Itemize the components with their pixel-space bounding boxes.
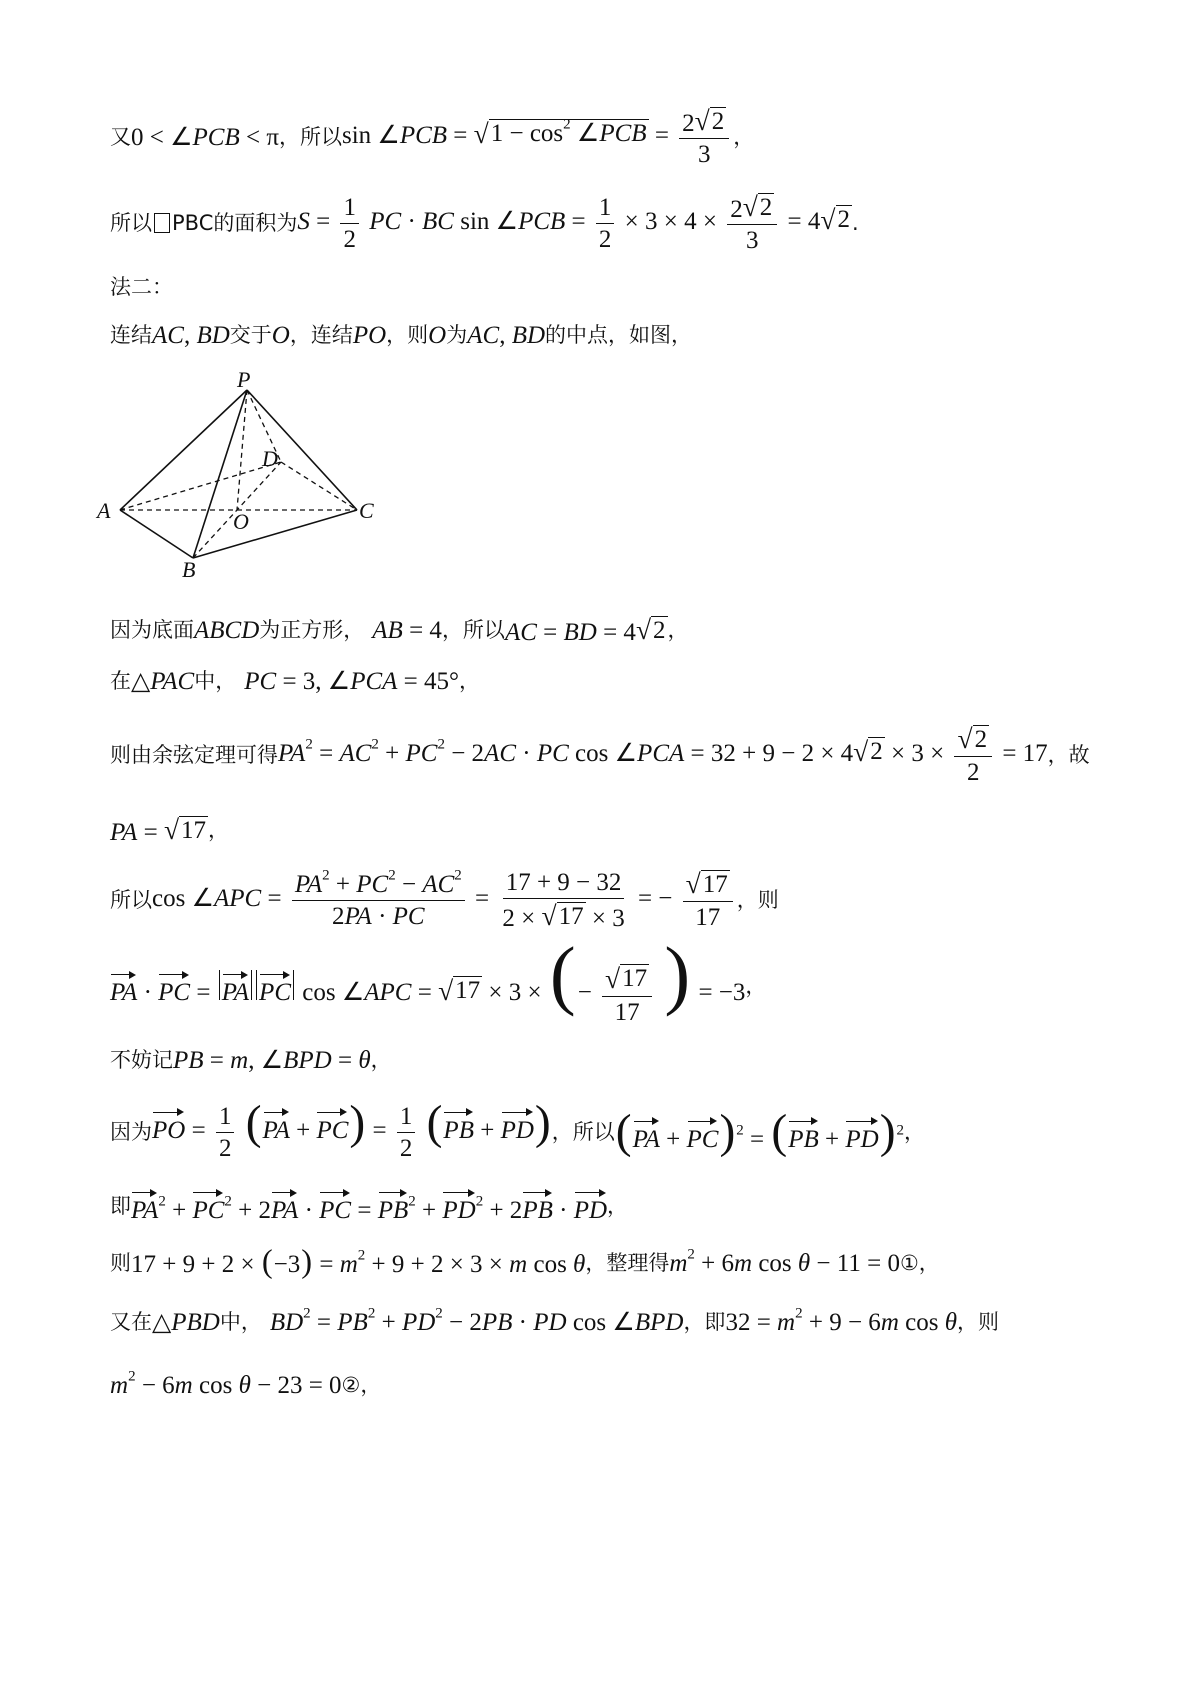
line-16: [110, 1366, 381, 1404]
line-8: [110, 812, 229, 848]
text-segment: ，: [208, 817, 230, 842]
math-segment: AC, BD: [152, 321, 230, 349]
method-two-heading: 法二：: [110, 274, 173, 299]
label-b: B: [182, 557, 196, 582]
text-segment: ，所以: [278, 124, 342, 149]
math-segment: PB = m, ∠BPD = θ: [173, 1046, 371, 1074]
math-vector-po: PO = $\frac{1}{2}$ (PA + PC) = $\frac{1}{2}$ (PB + PD): [152, 1096, 551, 1162]
line-11: [110, 1042, 392, 1078]
math-segment: AC, BD: [467, 321, 546, 349]
line-12: [110, 1096, 926, 1162]
label-d: D: [262, 446, 278, 471]
text-segment: 交于: [229, 322, 272, 347]
text-segment: ，: [904, 1119, 926, 1144]
math-law-of-cosines: $PA^2 = AC^2 + PC^2 - 2AC$ · PC cos ∠PCA = 32 + 9 − 2 × 4 √ 2 × 3 × √ 2 2 = 17: [278, 723, 1048, 787]
text-segment: ，所以: [441, 617, 505, 642]
line-4: [110, 317, 692, 353]
label-a: A: [97, 498, 111, 523]
math-segment: O: [271, 321, 290, 349]
text-segment: 所以: [110, 887, 152, 912]
text-segment: 又在: [110, 1309, 152, 1334]
text-segment: ，: [733, 124, 755, 149]
label-o: O: [233, 509, 249, 534]
text-segment: 所以: [110, 210, 152, 235]
text-segment: 连结: [110, 322, 152, 347]
pyramid-figure: [95, 365, 415, 590]
text-segment: 中，: [219, 1309, 262, 1334]
text-segment: 不妨记: [110, 1047, 173, 1072]
line-6: [110, 663, 480, 699]
math-cos-apc: cos ∠APC = $\frac{PA^2 + PC^2 - AC^2}{2PA \cdot PC}$ = 17 + 9 − 32 2 × √ 17 × 3 = − √ 17 17: [152, 870, 737, 931]
equation-mark-2: ②: [341, 1372, 361, 1397]
math-dot-pa-pc: PA · PC = PA PC cos ∠APC = √ 17 × 3 × (− √ 17 17 ) = −3: [110, 931, 746, 1026]
text-segment: ，则: [736, 887, 779, 912]
math-expanded: $PA^2 + PC^2 + 2PA$ · PC = $PB^2 + PD^2 + 2PB$ · PD: [131, 1189, 607, 1223]
math-segment: PO: [352, 321, 387, 349]
line-13: [110, 1186, 628, 1226]
text-segment: 中，: [194, 668, 237, 693]
text-segment: 则由余弦定理可得: [110, 742, 278, 767]
line-9: [110, 868, 779, 932]
line-1: [110, 105, 755, 169]
math-segment: $BD^2 = PB^2 + PD^2 - 2PB$ · PD cos ∠BPD: [269, 1304, 684, 1336]
text-segment: 的中点，如图，: [545, 322, 693, 347]
text-segment: ，: [745, 973, 767, 998]
text-segment: 为: [446, 322, 468, 347]
text-segment: 因为: [110, 1119, 152, 1144]
line-15: [110, 1303, 999, 1341]
equation-mark-1: ①: [899, 1250, 919, 1275]
text-segment: 为正方形，: [259, 617, 365, 642]
line-7: [110, 725, 1090, 785]
math-vector-square: (PA + PC)$^2$ = (PB + PD)$^2$: [615, 1105, 905, 1158]
text-segment: ，所以: [551, 1119, 615, 1144]
text-segment: PBC: [172, 210, 214, 235]
math-segment: PC = 3, ∠PCA = 45°: [244, 667, 460, 695]
text-segment: 则: [110, 1250, 131, 1275]
text-segment: 即: [110, 1193, 131, 1218]
math-segment: $m^2 - 6m$ cos θ − 23 = 0: [110, 1367, 342, 1399]
text-segment: 的面积为: [213, 210, 298, 235]
math-area-pbc: S = $\frac{1}{2}$ PC · BC sin ∠PCB = $\frac{1}{2}$ × 3 × 4 × 2 √ 2 3 = 4 √ 2: [297, 191, 850, 255]
text-segment: ，: [360, 1372, 382, 1397]
math-range: 0 < ∠PCB < π: [131, 123, 279, 151]
edge-ab: [120, 510, 193, 558]
line-14: [110, 1244, 940, 1282]
math-segment: ABCD: [194, 616, 260, 644]
math-segment: △PAC: [131, 667, 195, 695]
math-segment: AB = 4: [372, 616, 442, 644]
math-segment: △PBD: [152, 1308, 220, 1336]
edge-bc: [193, 510, 357, 558]
text-segment: 又: [110, 124, 131, 149]
math-sin-pcb: sin ∠PCB = √ $1 - \cos^2$ ∠PCB = 2 √ 2 3: [342, 107, 733, 168]
text-segment: ，整理得: [585, 1250, 670, 1275]
text-segment: ，连结: [289, 322, 353, 347]
text-segment: ，: [667, 617, 689, 642]
line-5: [110, 610, 689, 650]
text-segment: ，则: [386, 322, 429, 347]
math-segment: $m^2 + 6m$ cos θ − 11 = 0: [669, 1245, 900, 1277]
label-p: P: [237, 367, 251, 392]
text-segment: ，则: [956, 1309, 999, 1334]
text-segment: .: [852, 210, 859, 235]
text-segment: ，: [607, 1193, 629, 1218]
math-segment: PA = √ 17: [110, 814, 207, 846]
missing-glyph-box: [154, 213, 170, 233]
text-segment: ，: [459, 668, 481, 693]
math-segment: AC = BD = 4 √ 2: [504, 614, 666, 646]
line-2: [110, 193, 859, 253]
math-segment: $32 = m^2 + 9 - 6m$ cos θ: [725, 1304, 957, 1336]
math-segment: O: [428, 321, 447, 349]
math-segment: $17 + 9 + 2 \times (-3) = m^2 + 9 + 2 \times 3 \times m$ cos θ: [131, 1244, 586, 1280]
text-segment: 在: [110, 668, 131, 693]
text-segment: 因为底面: [110, 617, 194, 642]
text-segment: ，即: [683, 1309, 726, 1334]
edge-ad: [120, 462, 281, 510]
text-segment: ，: [918, 1250, 940, 1275]
line-3: [110, 272, 173, 302]
line-10: [110, 931, 767, 1026]
text-segment: ，故: [1047, 742, 1090, 767]
text-segment: ，: [370, 1047, 392, 1072]
label-c: C: [359, 498, 374, 523]
